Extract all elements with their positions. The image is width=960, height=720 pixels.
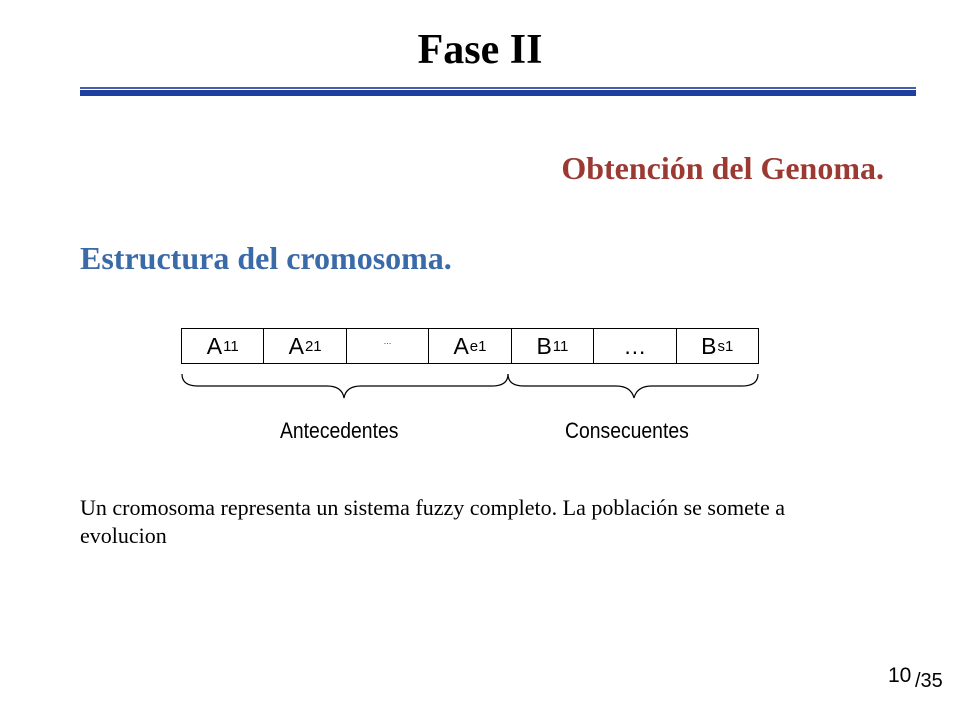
gene-cell [594, 329, 676, 363]
gene-base: B [701, 332, 717, 359]
gene-subscript: 21 [304, 337, 322, 355]
antecedents-brace [182, 374, 508, 398]
gene-subscript: e1 [469, 337, 487, 355]
section-heading: Estructura del cromosoma. [80, 240, 452, 276]
gene-cell [512, 329, 594, 363]
gene-cell [264, 329, 346, 363]
consequents-label: Consecuentes [565, 418, 689, 443]
gene-base: A [288, 332, 304, 359]
gene-cell [677, 329, 758, 363]
slide-title: Fase II [417, 27, 543, 73]
body-paragraph: Un cromosoma representa un sistema fuzzy completo. La población se somete a evolucion [80, 495, 785, 548]
gene-subscript: 11 [552, 337, 569, 355]
title-rule-thin [80, 87, 916, 89]
chromosome-diagram [181, 328, 759, 364]
page-number: 10 [888, 664, 912, 687]
slide-subtitle: Obtención del Genoma. [561, 150, 884, 186]
grouping-braces [172, 370, 772, 410]
gene-subscript: s1 [717, 337, 734, 355]
gene-base: A [453, 332, 469, 359]
gene-cell [347, 329, 429, 363]
gene-base: B [536, 332, 552, 359]
title-rule-thick [80, 90, 916, 96]
gene-cell [182, 329, 264, 363]
page-total: /35 [915, 670, 943, 692]
antecedents-label: Antecedentes [280, 418, 399, 443]
gene-subscript: 11 [223, 337, 239, 355]
gene-ellipsis: … [623, 332, 647, 359]
gene-ellipsis: … [383, 337, 392, 346]
gene-base: A [206, 332, 223, 359]
gene-cell [429, 329, 511, 363]
consequents-brace [508, 374, 758, 398]
